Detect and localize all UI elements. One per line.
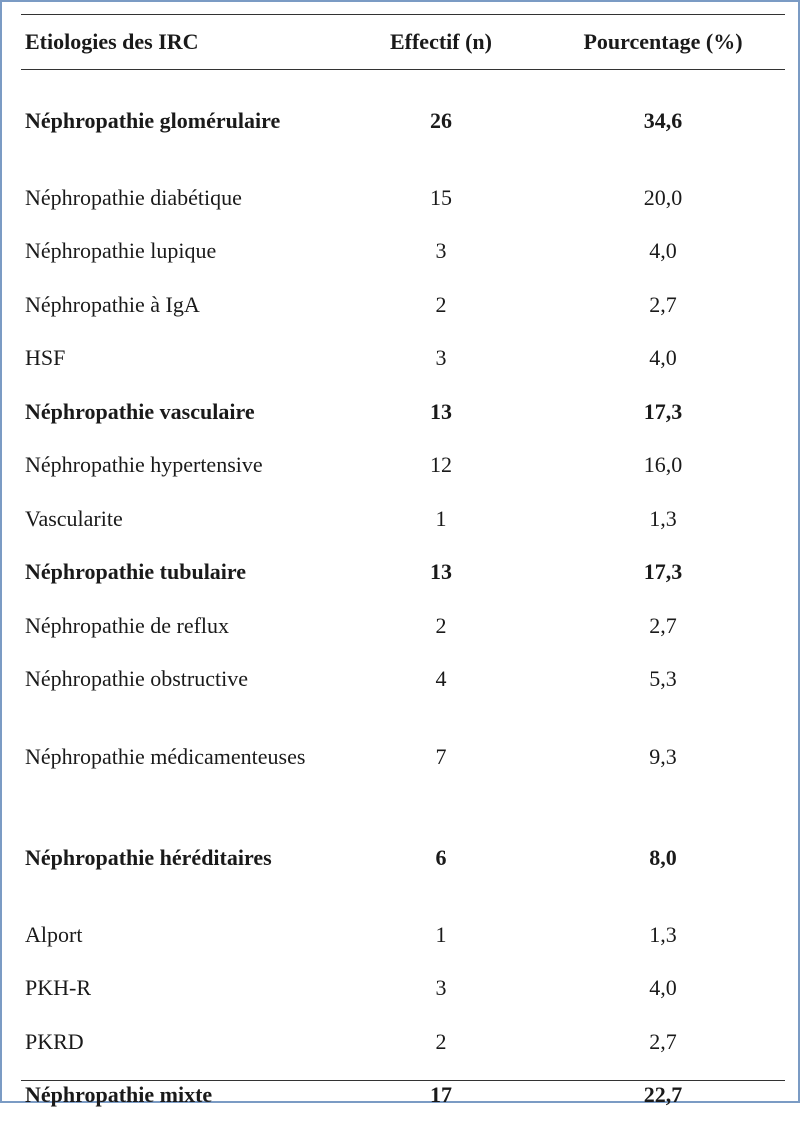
row-label: Néphropathie héréditaires xyxy=(21,807,345,908)
row-percentage: 5,3 xyxy=(541,653,785,707)
table-row xyxy=(21,908,785,962)
row-count: 6 xyxy=(361,807,521,908)
row-count: 17 xyxy=(361,1069,521,1122)
row-count: 3 xyxy=(361,332,521,386)
row-label: Néphropathie mixte xyxy=(21,1069,345,1122)
row-label: Néphropathie tubulaire xyxy=(21,546,345,600)
table-row xyxy=(21,171,785,225)
table-row xyxy=(21,1015,785,1069)
row-label: Néphropathie obstructive xyxy=(21,653,345,707)
row-label: Néphropathie à IgA xyxy=(21,278,345,332)
row-label: Néphropathie de reflux xyxy=(21,599,345,653)
row-count: 13 xyxy=(361,546,521,600)
row-label: Néphropathie lupique xyxy=(21,225,345,279)
row-label: PKRD xyxy=(21,1015,345,1069)
header-etiology: Etiologies des IRC xyxy=(21,14,365,69)
row-label: Alport xyxy=(21,908,345,962)
row-percentage: 1,3 xyxy=(541,908,785,962)
table-row xyxy=(21,807,785,908)
row-percentage: 2,7 xyxy=(541,278,785,332)
row-percentage: 17,3 xyxy=(541,385,785,439)
row-count: 2 xyxy=(361,278,521,332)
row-percentage: 34,6 xyxy=(541,70,785,171)
row-label: Néphropathie glomérulaire xyxy=(21,70,345,171)
row-count: 15 xyxy=(361,171,521,225)
row-count: 4 xyxy=(361,653,521,707)
table-header-row xyxy=(21,14,785,69)
row-count: 1 xyxy=(361,492,521,546)
table-row xyxy=(21,653,785,707)
table-row xyxy=(21,706,785,807)
table-row xyxy=(21,70,785,171)
row-label: Néphropathie vasculaire xyxy=(21,385,345,439)
row-percentage: 16,0 xyxy=(541,439,785,493)
table-row xyxy=(21,962,785,1016)
row-count: 12 xyxy=(361,439,521,493)
row-percentage: 22,7 xyxy=(541,1069,785,1122)
row-label: Néphropathie diabétique xyxy=(21,171,345,225)
row-percentage: 4,0 xyxy=(541,332,785,386)
row-percentage: 4,0 xyxy=(541,225,785,279)
row-count: 3 xyxy=(361,962,521,1016)
table-row xyxy=(21,225,785,279)
table-row xyxy=(21,1069,785,1122)
table-row xyxy=(21,278,785,332)
row-count: 2 xyxy=(361,1015,521,1069)
header-count: Effectif (n) xyxy=(361,14,521,69)
row-percentage: 17,3 xyxy=(541,546,785,600)
row-label: PKH-R xyxy=(21,962,345,1016)
row-percentage: 1,3 xyxy=(541,492,785,546)
row-percentage: 4,0 xyxy=(541,962,785,1016)
table-row xyxy=(21,492,785,546)
row-count: 1 xyxy=(361,908,521,962)
row-label: Néphropathie médicamenteuses xyxy=(21,706,345,807)
row-percentage: 9,3 xyxy=(541,706,785,807)
row-count: 7 xyxy=(361,706,521,807)
row-label: HSF xyxy=(21,332,345,386)
row-percentage: 2,7 xyxy=(541,599,785,653)
table-row xyxy=(21,546,785,600)
table-body xyxy=(21,70,785,1122)
row-label: Vascularite xyxy=(21,492,345,546)
row-percentage: 2,7 xyxy=(541,1015,785,1069)
table-row xyxy=(21,599,785,653)
table-row xyxy=(21,332,785,386)
row-count: 3 xyxy=(361,225,521,279)
header-percentage: Pourcentage (%) xyxy=(541,14,785,69)
row-percentage: 8,0 xyxy=(541,807,785,908)
row-count: 26 xyxy=(361,70,521,171)
row-label: Néphropathie hypertensive xyxy=(21,439,345,493)
table-bottom-rule xyxy=(21,1080,785,1081)
row-percentage: 20,0 xyxy=(541,171,785,225)
row-count: 13 xyxy=(361,385,521,439)
table-row xyxy=(21,439,785,493)
row-count: 2 xyxy=(361,599,521,653)
table-row xyxy=(21,385,785,439)
